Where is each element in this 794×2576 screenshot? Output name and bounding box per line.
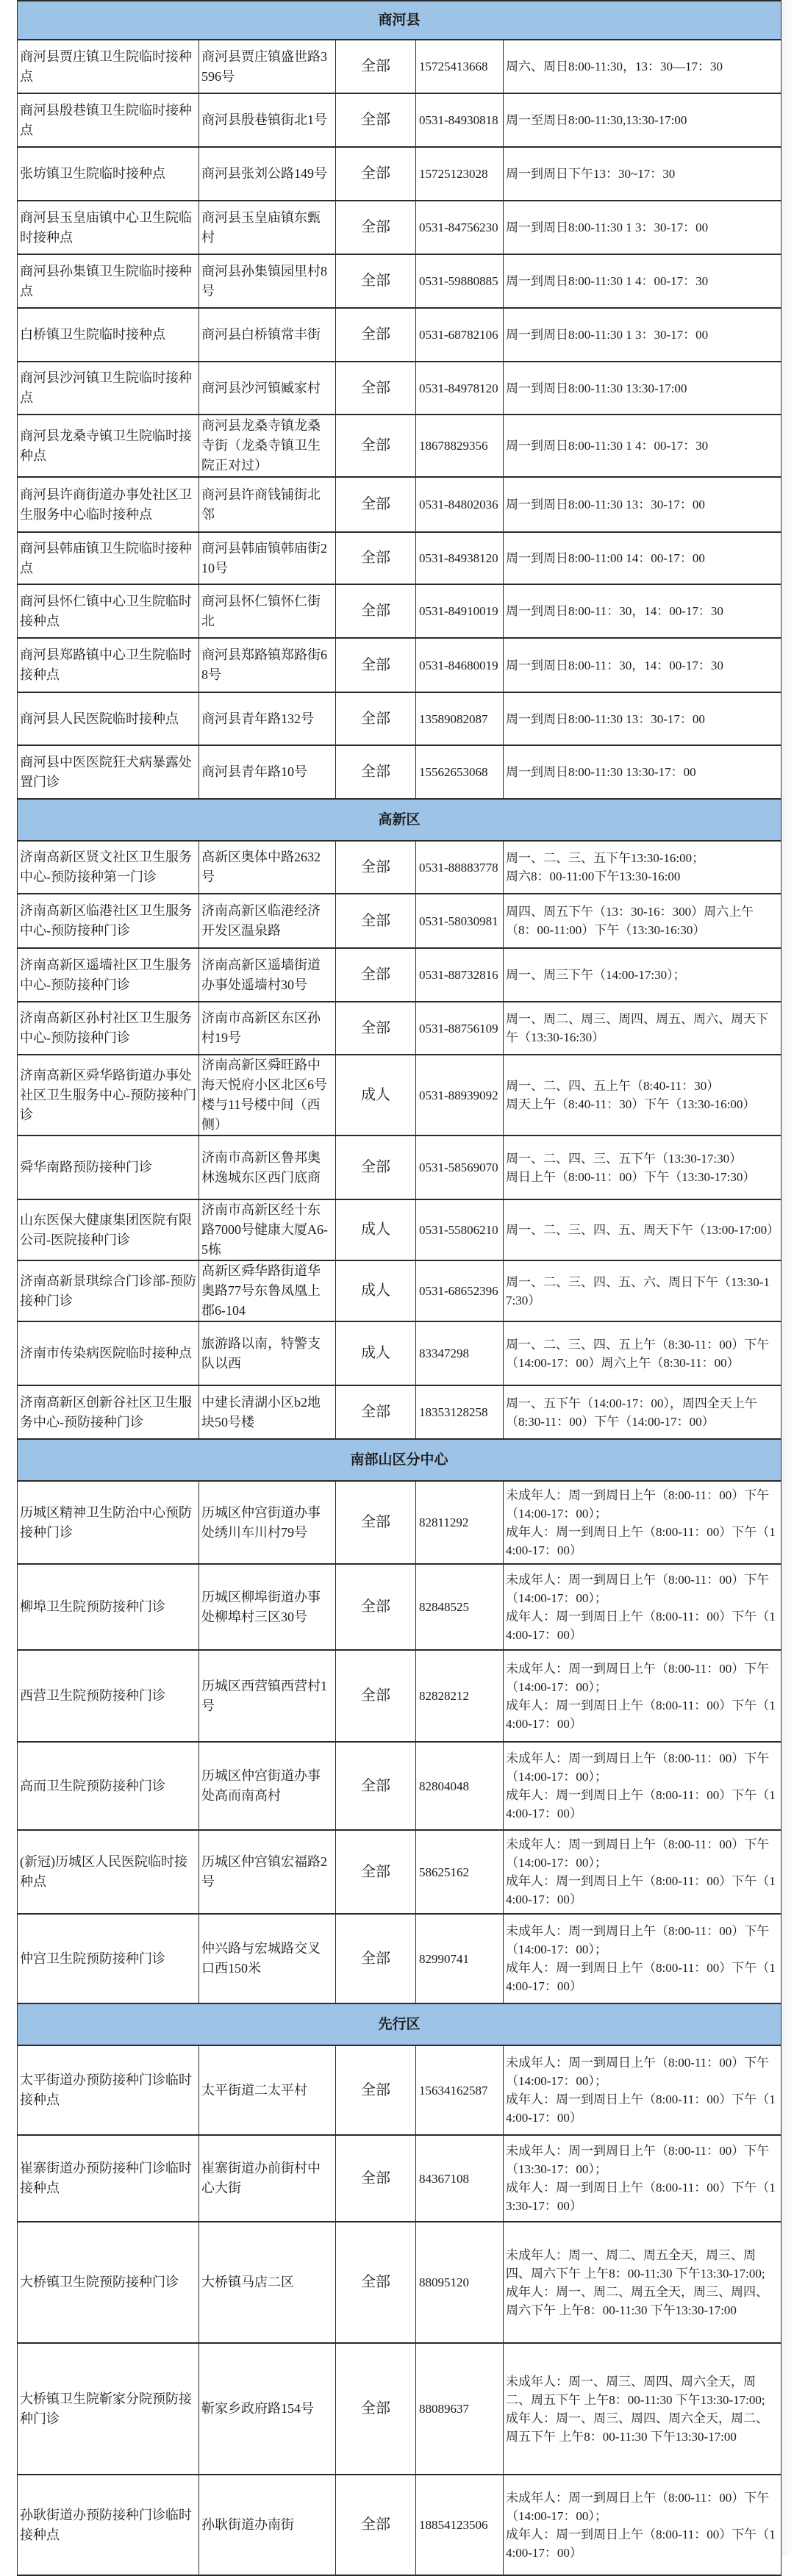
hours-cell: 周一、二、三、四、五、六、周日下午（13:30-17:30） [504,1260,782,1321]
phone-cell: 82804048 [416,1742,504,1830]
address-cell: 商河县白桥镇常丰街 [199,308,336,362]
phone-cell: 0531-59880885 [416,254,504,308]
target-group-cell: 全部 [336,308,416,362]
phone-cell: 0531-84802036 [416,477,504,532]
table-row [18,1055,782,1135]
phone-cell: 82828212 [416,1650,504,1742]
table-row [18,415,782,477]
section-header-row [18,2003,782,2045]
address-cell: 中建长清湖小区b2地块50号楼 [199,1385,336,1439]
address-cell: 济南市高新区东区孙村19号 [199,1002,336,1055]
target-group-cell: 全部 [336,1385,416,1439]
hours-cell: 周一到周日8:00-11:30 13:30-17:00 [504,362,782,415]
address-cell: 高新区奥体中路2632号 [199,841,336,894]
address-cell: 仲兴路与宏城路交叉口西150米 [199,1914,336,2003]
site-name-cell: 商河县人民医院临时接种点 [18,692,199,745]
phone-cell: 0531-55806210 [416,1199,504,1260]
hours-cell: 周一、二、三、四、五、周天下午（13:00-17:00） [504,1199,782,1260]
table-row [18,147,782,201]
site-name-cell: 商河县玉皇庙镇中心卫生院临时接种点 [18,201,199,254]
address-cell: 济南市高新区鲁邦奥林逸城东区西门底商 [199,1135,336,1199]
table-row [18,1481,782,1564]
address-cell: 商河县龙桑寺镇龙桑寺街（龙桑寺镇卫生院正对过） [199,415,336,477]
address-cell: 商河县玉皇庙镇东甄村 [199,201,336,254]
phone-cell: 18678829356 [416,415,504,477]
target-group-cell: 全部 [336,948,416,1002]
hours-cell: 周一到周日8:00-11:30 1 4：00-17：30 [504,415,782,477]
site-name-cell: 张坊镇卫生院临时接种点 [18,147,199,201]
phone-cell: 0531-84938120 [416,532,504,584]
target-group-cell: 成人 [336,1199,416,1260]
target-group-cell: 全部 [336,1830,416,1914]
address-cell: 太平街道二太平村 [199,2045,336,2135]
hours-cell: 周一到周日8:00-11：30，14：00-17：30 [504,638,782,692]
hours-cell: 未成年人：周一、周二、周五全天，周三、周四、周六下午 上午8：00-11:30 下午13:30-17:00; 成年人：周一、周二、周五全天，周三、周四、周六下午 上午8：00-11:30 下午13:30-17:00 [504,2222,782,2343]
hours-cell: 未成年人：周一、周三、周四、周六全天，周二、周五下午 上午8：00-11:30 下午13:30-17:00; 成年人：周一、周三、周四、周六全天，周二、周五下午 上午8：00-11:30 下午13:30-17:00 [504,2343,782,2475]
table-row [18,638,782,692]
target-group-cell: 全部 [336,201,416,254]
vaccination-sites-table [17,0,782,2576]
target-group-cell: 全部 [336,1481,416,1564]
hours-cell: 未成年人：周一到周日上午（8:00-11：00）下午（14:00-17：00）； 成年人：周一到周日上午（8:00-11：00）下午（14:00-17：00） [504,2045,782,2135]
table-row [18,745,782,799]
phone-cell: 0531-58569070 [416,1135,504,1199]
site-name-cell: 商河县贾庄镇卫生院临时接种点 [18,40,199,93]
site-name-cell: 商河县中医医院狂犬病暴露处置门诊 [18,745,199,799]
section-title: 南部山区分中心 [18,1439,782,1481]
target-group-cell: 全部 [336,745,416,799]
target-group-cell: 全部 [336,1650,416,1742]
site-name-cell: 高而卫生院预防接种门诊 [18,1742,199,1830]
address-cell: 济南市高新区经十东路7000号健康大厦A6-5栋 [199,1199,336,1260]
site-name-cell: 山东医保大健康集团医院有限公司-医院接种门诊 [18,1199,199,1260]
section-header-row [18,1,782,40]
page-edge [782,0,794,2555]
hours-cell: 未成年人：周一到周日上午（8:00-11：00）下午（14:00-17：00）； 成年人：周一到周日上午（8:00-11：00）下午（14:00-17：00） [504,1830,782,1914]
phone-cell: 82811292 [416,1481,504,1564]
phone-cell: 15562653068 [416,745,504,799]
site-name-cell: 商河县殷巷镇卫生院临时接种点 [18,93,199,147]
phone-cell: 0531-84978120 [416,362,504,415]
phone-cell: 0531-84680019 [416,638,504,692]
site-name-cell: 柳埠卫生院预防接种门诊 [18,1564,199,1650]
phone-cell: 83347298 [416,1321,504,1385]
site-name-cell: 西营卫生院预防接种门诊 [18,1650,199,1742]
table-row [18,1002,782,1055]
address-cell: 商河县沙河镇臧家村 [199,362,336,415]
target-group-cell: 全部 [336,2343,416,2475]
site-name-cell: 济南高新区创新谷社区卫生服务中心-预防接种门诊 [18,1385,199,1439]
phone-cell: 0531-88883778 [416,841,504,894]
table-row [18,584,782,638]
target-group-cell: 全部 [336,415,416,477]
target-group-cell: 全部 [336,362,416,415]
address-cell: 历城区仲宫街道办事处绣川车川村79号 [199,1481,336,1564]
address-cell: 商河县郑路镇郑路街68号 [199,638,336,692]
hours-cell: 周一、二、三、五下午13:30-16:00； 周六8：00-11:00下午13:30-16:00 [504,841,782,894]
hours-cell: 周一至周日8:00-11:30,13:30-17:00 [504,93,782,147]
address-cell: 历城区仲宫镇宏福路2号 [199,1830,336,1914]
hours-cell: 未成年人：周一到周日上午（8:00-11：00）下午（14:00-17：00）； 成年人：周一到周日上午（8:00-11：00）下午（14:00-17：00） [504,1481,782,1564]
target-group-cell: 全部 [336,477,416,532]
target-group-cell: 全部 [336,2222,416,2343]
hours-cell: 周一到周日8:00-11:30 1 3：30-17：00 [504,201,782,254]
table-row [18,948,782,1002]
address-cell: 济南高新区遥墙街道办事处遥墙村30号 [199,948,336,1002]
target-group-cell: 全部 [336,692,416,745]
address-cell: 商河县韩庙镇韩庙街210号 [199,532,336,584]
table-row [18,201,782,254]
target-group-cell: 全部 [336,254,416,308]
table-row [18,841,782,894]
target-group-cell: 全部 [336,93,416,147]
table-row [18,894,782,948]
site-name-cell: 济南高新区舜华路街道办事处社区卫生服务中心-预防接种门诊 [18,1055,199,1135]
address-cell: 商河县青年路132号 [199,692,336,745]
hours-cell: 周一、周三下午（14:00-17:30）； [504,948,782,1002]
address-cell: 商河县殷巷镇街北1号 [199,93,336,147]
table-row [18,2343,782,2475]
table-row [18,1742,782,1830]
address-cell: 历城区柳埠街道办事处柳埠村三区30号 [199,1564,336,1650]
address-cell: 崔寨街道办前街村中心大街 [199,2135,336,2222]
address-cell: 商河县许商钱铺街北邻 [199,477,336,532]
address-cell: 大桥镇马店二区 [199,2222,336,2343]
address-cell: 商河县张刘公路149号 [199,147,336,201]
phone-cell: 13589082087 [416,692,504,745]
hours-cell: 周一、二、三、四、五上午（8:30-11：00）下午（14:00-17：00）周六上午（8:30-11：00） [504,1321,782,1385]
address-cell: 济南高新区临港经济开发区温泉路 [199,894,336,948]
table-body [18,1,782,2575]
target-group-cell: 全部 [336,2135,416,2222]
table-row [18,2222,782,2343]
table-row [18,1321,782,1385]
phone-cell: 0531-84756230 [416,201,504,254]
target-group-cell: 成人 [336,1055,416,1135]
hours-cell: 周一到周日8:00-11:30 13：30-17：00 [504,477,782,532]
hours-cell: 周一、二、四、五上午（8:40-11：30） 周天上午（8:40-11：30）下午（13:30-16:00） [504,1055,782,1135]
target-group-cell: 全部 [336,2045,416,2135]
hours-cell: 周一、周二、周三、周四、周五、周六、周天下午（13:30-16:30） [504,1002,782,1055]
address-cell: 济南高新区舜旺路中海天悦府小区北区6号楼与11号楼中间（西侧） [199,1055,336,1135]
hours-cell: 未成年人：周一到周日上午（8:00-11：00）下午（14:00-17：00）； 成年人：周一到周日上午（8:00-11：00）下午（14:00-17：00） [504,1742,782,1830]
section-header-row [18,799,782,841]
phone-cell: 15634162587 [416,2045,504,2135]
phone-cell: 18353128258 [416,1385,504,1439]
section-title: 先行区 [18,2003,782,2045]
table-row [18,2135,782,2222]
target-group-cell: 全部 [336,2475,416,2575]
address-cell: 商河县贾庄镇盛世路3596号 [199,40,336,93]
phone-cell: 82848525 [416,1564,504,1650]
table-row [18,2475,782,2575]
hours-cell: 周一到周日8:00-11:30 13：30-17：00 [504,692,782,745]
site-name-cell: 济南高新区贤文社区卫生服务中心-预防接种第一门诊 [18,841,199,894]
table-row [18,1830,782,1914]
site-name-cell: 济南高新区遥墙社区卫生服务中心-预防接种门诊 [18,948,199,1002]
target-group-cell: 全部 [336,1564,416,1650]
target-group-cell: 成人 [336,1321,416,1385]
site-name-cell: 白桥镇卫生院临时接种点 [18,308,199,362]
table-row [18,532,782,584]
address-cell: 高新区舜华路街道华奥路77号东鲁凤凰上郡6-104 [199,1260,336,1321]
section-title: 高新区 [18,799,782,841]
hours-cell: 未成年人：周一到周日上午（8:00-11：00）下午（14:00-17：00）； 成年人：周一到周日上午（8:00-11：00）下午（14:00-17：00） [504,1650,782,1742]
hours-cell: 未成年人：周一到周日上午（8:00-11：00）下午（14:00-17：00）； 成年人：周一到周日上午（8:00-11：00）下午（14:00-17：00） [504,2475,782,2575]
hours-cell: 未成年人：周一到周日上午（8:00-11：00）下午（14:00-17：00）； 成年人：周一到周日上午（8:00-11：00）下午（14:00-17：00） [504,1564,782,1650]
hours-cell: 周一到周日8:00-11：30，14：00-17：30 [504,584,782,638]
table-row [18,254,782,308]
hours-cell: 周一到周日8:00-11:30 1 4：00-17：30 [504,254,782,308]
site-name-cell: 大桥镇卫生院靳家分院预防接种门诊 [18,2343,199,2475]
site-name-cell: 商河县韩庙镇卫生院临时接种点 [18,532,199,584]
table-row [18,1260,782,1321]
site-name-cell: 济南高新景琪综合门诊部-预防接种门诊 [18,1260,199,1321]
site-name-cell: 济南市传染病医院临时接种点 [18,1321,199,1385]
site-name-cell: 商河县郑路镇中心卫生院临时接种点 [18,638,199,692]
hours-cell: 周一到周日8:00-11:30 13:30-17：00 [504,745,782,799]
target-group-cell: 全部 [336,894,416,948]
target-group-cell: 全部 [336,638,416,692]
hours-cell: 周一、二、四、三、五下午（13:30-17:30） 周日上午（8:00-11：00）下午（13:30-17:30） [504,1135,782,1199]
address-cell: 历城区仲宫街道办事处高而南高村 [199,1742,336,1830]
hours-cell: 周六、周日8:00-11:30，13：30—17：30 [504,40,782,93]
site-name-cell: 历城区精神卫生防治中心预防接种门诊 [18,1481,199,1564]
phone-cell: 0531-88756109 [416,1002,504,1055]
address-cell: 商河县青年路10号 [199,745,336,799]
phone-cell: 18854123506 [416,2475,504,2575]
hours-cell: 未成年人：周一到周日上午（8:00-11：00）下午（14:00-17：00）； 成年人：周一到周日上午（8:00-11：00）下午（14:00-17：00） [504,1914,782,2003]
table-row [18,477,782,532]
site-name-cell: 孙耿街道办预防接种门诊临时接种点 [18,2475,199,2575]
hours-cell: 未成年人：周一到周日上午（8:00-11：00）下午（13:30-17：00）； 成年人：周一到周日上午（8:00-11：00）下午（13:30-17：00） [504,2135,782,2222]
target-group-cell: 全部 [336,841,416,894]
phone-cell: 0531-88732816 [416,948,504,1002]
table-row [18,1135,782,1199]
site-name-cell: 商河县许商街道办事处社区卫生服务中心临时接种点 [18,477,199,532]
address-cell: 历城区西营镇西营村1号 [199,1650,336,1742]
section-header-row [18,1439,782,1481]
table-row [18,40,782,93]
site-name-cell: 济南高新区孙村社区卫生服务中心-预防接种门诊 [18,1002,199,1055]
phone-cell: 88089637 [416,2343,504,2475]
site-name-cell: 商河县龙桑寺镇卫生院临时接种点 [18,415,199,477]
table-row [18,362,782,415]
hours-cell: 周一到周日8:00-11:30 1 3：30-17：00 [504,308,782,362]
table-row [18,1385,782,1439]
address-cell: 孙耿街道办南街 [199,2475,336,2575]
hours-cell: 周一、五下午（14:00-17：00），周四全天上午（8:30-11：00）下午（14:00-17：00） [504,1385,782,1439]
phone-cell: 15725413668 [416,40,504,93]
hours-cell: 周一到周日8:00-11:00 14：00-17：00 [504,532,782,584]
target-group-cell: 全部 [336,1002,416,1055]
address-cell: 商河县孙集镇园里村8号 [199,254,336,308]
site-name-cell: 商河县怀仁镇中心卫生院临时接种点 [18,584,199,638]
target-group-cell: 全部 [336,584,416,638]
table-row [18,1650,782,1742]
site-name-cell: 商河县孙集镇卫生院临时接种点 [18,254,199,308]
phone-cell: 84367108 [416,2135,504,2222]
hours-cell: 周一到周日下午13：30~17：30 [504,147,782,201]
phone-cell: 0531-68652396 [416,1260,504,1321]
site-name-cell: 济南高新区临港社区卫生服务中心-预防接种门诊 [18,894,199,948]
phone-cell: 88095120 [416,2222,504,2343]
vaccination-sites-sheet [17,0,782,2576]
section-title: 商河县 [18,1,782,40]
target-group-cell: 全部 [336,40,416,93]
site-name-cell: 大桥镇卫生院预防接种门诊 [18,2222,199,2343]
table-row [18,1914,782,2003]
site-name-cell: 太平街道办预防接种门诊临时接种点 [18,2045,199,2135]
target-group-cell: 全部 [336,532,416,584]
hours-cell: 周四、周五下午（13：30-16：300）周六上午（8：00-11:00）下午（13:30-16:30） [504,894,782,948]
site-name-cell: 仲宫卫生院预防接种门诊 [18,1914,199,2003]
target-group-cell: 全部 [336,1914,416,2003]
table-row [18,1199,782,1260]
phone-cell: 0531-84910019 [416,584,504,638]
site-name-cell: 崔寨街道办预防接种门诊临时接种点 [18,2135,199,2222]
target-group-cell: 全部 [336,1135,416,1199]
target-group-cell: 全部 [336,1742,416,1830]
phone-cell: 0531-58030981 [416,894,504,948]
table-row [18,1564,782,1650]
target-group-cell: 成人 [336,1260,416,1321]
table-row [18,692,782,745]
phone-cell: 58625162 [416,1830,504,1914]
address-cell: 商河县怀仁镇怀仁街北 [199,584,336,638]
table-row [18,2045,782,2135]
phone-cell: 0531-84930818 [416,93,504,147]
table-row [18,93,782,147]
site-name-cell: (新冠)历城区人民医院临时接种点 [18,1830,199,1914]
phone-cell: 0531-68782106 [416,308,504,362]
site-name-cell: 舜华南路预防接种门诊 [18,1135,199,1199]
address-cell: 旅游路以南，特警支队以西 [199,1321,336,1385]
address-cell: 靳家乡政府路154号 [199,2343,336,2475]
site-name-cell: 商河县沙河镇卫生院临时接种点 [18,362,199,415]
phone-cell: 15725123028 [416,147,504,201]
phone-cell: 0531-88939092 [416,1055,504,1135]
table-row [18,308,782,362]
phone-cell: 82990741 [416,1914,504,2003]
target-group-cell: 全部 [336,147,416,201]
